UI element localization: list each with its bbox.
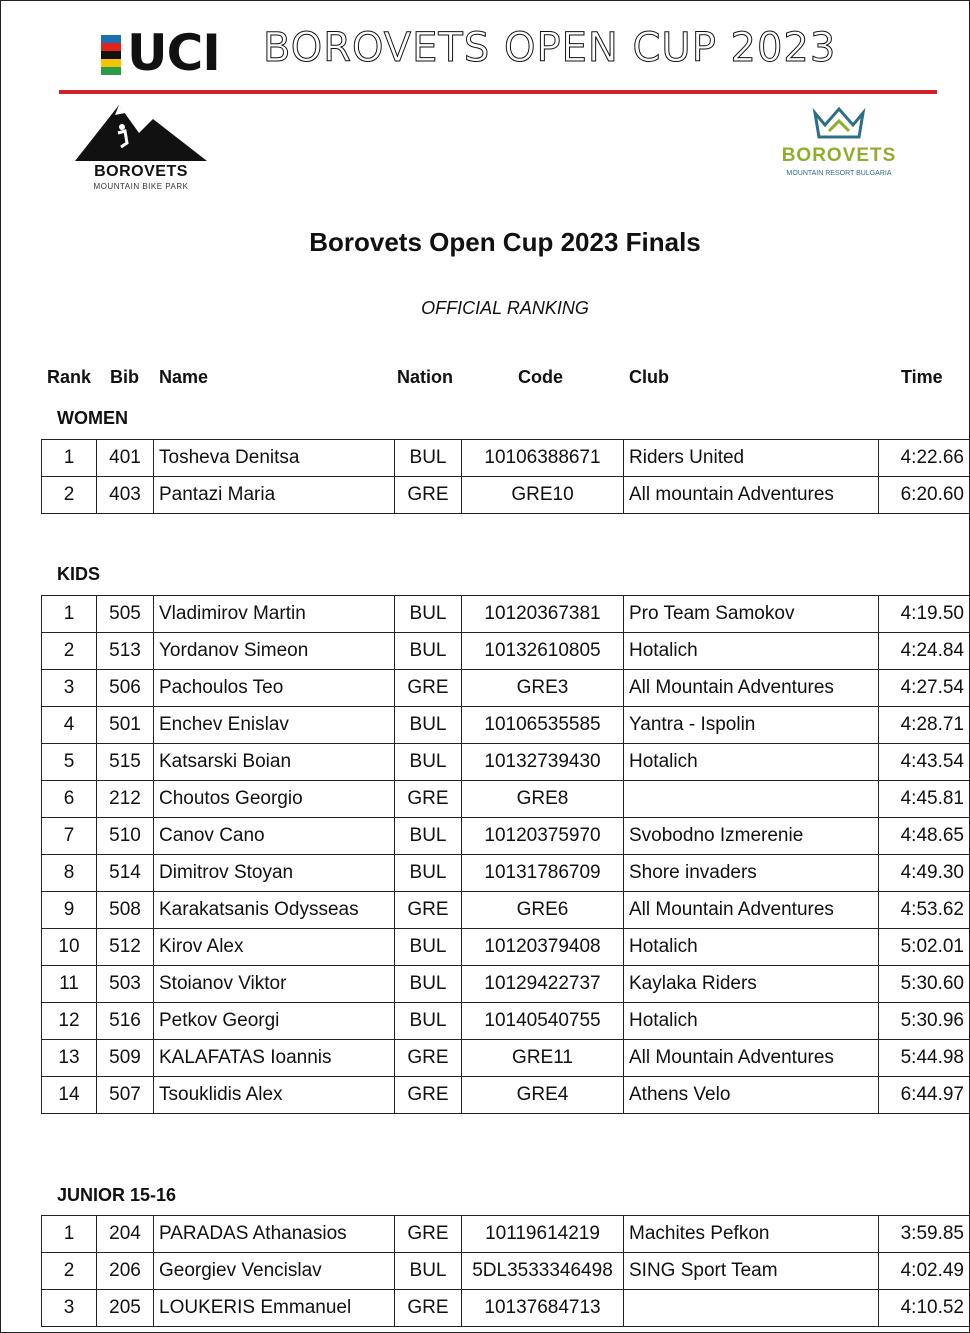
cell-bib: 505 <box>97 596 154 633</box>
cell-rank: 10 <box>42 929 97 966</box>
cell-code: 10106535585 <box>462 707 624 744</box>
cell-name: Choutos Georgio <box>154 781 395 818</box>
cell-bib: 507 <box>97 1077 154 1114</box>
table-row <box>42 670 970 707</box>
cell-code: 10132739430 <box>462 744 624 781</box>
cell-time: 4:48.65 <box>879 818 970 855</box>
page-title: Borovets Open Cup 2023 Finals <box>309 227 701 257</box>
cell-rank: 3 <box>42 670 97 707</box>
cell-nation: GRE <box>395 1290 462 1327</box>
cell-name: Enchev Enislav <box>154 707 395 744</box>
cell-bib: 515 <box>97 744 154 781</box>
results-table <box>41 439 970 514</box>
cell-nation: BUL <box>395 707 462 744</box>
cell-code: 10119614219 <box>462 1216 624 1253</box>
table-row <box>42 1003 970 1040</box>
table-row <box>42 1040 970 1077</box>
cell-nation: GRE <box>395 477 462 514</box>
table-row <box>42 1216 970 1253</box>
cell-time: 4:10.52 <box>879 1290 970 1327</box>
column-header-rank: Rank <box>47 367 92 387</box>
cell-bib: 509 <box>97 1040 154 1077</box>
bike-park-logo <box>75 103 207 195</box>
cell-time: 4:19.50 <box>879 596 970 633</box>
cell-club: Hotalich <box>624 633 879 670</box>
uci-logo <box>101 24 220 82</box>
cell-club: All Mountain Adventures <box>624 1040 879 1077</box>
cell-rank: 7 <box>42 818 97 855</box>
page-subtitle: OFFICIAL RANKING <box>421 298 589 318</box>
cell-nation: GRE <box>395 1077 462 1114</box>
table-row <box>42 966 970 1003</box>
cell-nation: GRE <box>395 892 462 929</box>
cell-name: Katsarski Boian <box>154 744 395 781</box>
cell-code: GRE4 <box>462 1077 624 1114</box>
column-header-nation: Nation <box>397 367 453 387</box>
cell-nation: GRE <box>395 781 462 818</box>
cell-bib: 506 <box>97 670 154 707</box>
column-header-name: Name <box>159 367 209 387</box>
header-divider <box>59 90 937 94</box>
cell-time: 5:30.96 <box>879 1003 970 1040</box>
cell-time: 4:22.66 <box>879 440 970 477</box>
cell-name: Dimitrov Stoyan <box>154 855 395 892</box>
cell-nation: GRE <box>395 670 462 707</box>
cell-time: 4:27.54 <box>879 670 970 707</box>
cell-time: 3:59.85 <box>879 1216 970 1253</box>
mountain-rider-icon <box>75 103 207 163</box>
results-table <box>41 1215 970 1327</box>
cell-club: All mountain Adventures <box>624 477 879 514</box>
cell-club: Kaylaka Riders <box>624 966 879 1003</box>
event-banner: BOROVETS OPEN CUP 2023 <box>263 25 837 71</box>
table-row <box>42 707 970 744</box>
cell-name: Canov Cano <box>154 818 395 855</box>
cell-nation: BUL <box>395 1003 462 1040</box>
table-row <box>42 855 970 892</box>
cell-club: SING Sport Team <box>624 1253 879 1290</box>
uci-rainbow-stripes-icon <box>101 35 121 75</box>
table-row <box>42 892 970 929</box>
cell-club: Hotalich <box>624 929 879 966</box>
resort-logo-name: BOROVETS <box>781 145 897 166</box>
cell-bib: 514 <box>97 855 154 892</box>
cell-nation: BUL <box>395 818 462 855</box>
cell-code: GRE11 <box>462 1040 624 1077</box>
cell-rank: 14 <box>42 1077 97 1114</box>
table-row <box>42 1077 970 1114</box>
cell-club: All Mountain Adventures <box>624 670 879 707</box>
cell-code: 10140540755 <box>462 1003 624 1040</box>
cell-nation: GRE <box>395 1216 462 1253</box>
cell-rank: 1 <box>42 440 97 477</box>
cell-club: Athens Velo <box>624 1077 879 1114</box>
cell-time: 4:02.49 <box>879 1253 970 1290</box>
cell-rank: 1 <box>42 596 97 633</box>
cell-club: Hotalich <box>624 744 879 781</box>
cell-time: 6:20.60 <box>879 477 970 514</box>
cell-code: 10129422737 <box>462 966 624 1003</box>
cell-name: PARADAS Athanasios <box>154 1216 395 1253</box>
cell-nation: GRE <box>395 1040 462 1077</box>
cell-time: 6:44.97 <box>879 1077 970 1114</box>
cell-rank: 11 <box>42 966 97 1003</box>
cell-name: Georgiev Vencislav <box>154 1253 395 1290</box>
table-row <box>42 818 970 855</box>
cell-time: 4:28.71 <box>879 707 970 744</box>
crown-icon <box>757 105 921 145</box>
cell-code: 10131786709 <box>462 855 624 892</box>
cell-nation: BUL <box>395 966 462 1003</box>
cell-bib: 206 <box>97 1253 154 1290</box>
cell-nation: BUL <box>395 440 462 477</box>
section-label: WOMEN <box>57 408 128 428</box>
cell-nation: BUL <box>395 929 462 966</box>
table-row <box>42 929 970 966</box>
cell-rank: 2 <box>42 477 97 514</box>
cell-club: Hotalich <box>624 1003 879 1040</box>
cell-rank: 13 <box>42 1040 97 1077</box>
cell-rank: 9 <box>42 892 97 929</box>
cell-name: Tsouklidis Alex <box>154 1077 395 1114</box>
cell-time: 5:02.01 <box>879 929 970 966</box>
bike-park-logo-subtitle: MOUNTAIN BIKE PARK <box>93 182 189 191</box>
cell-code: GRE10 <box>462 477 624 514</box>
column-header-time: Time <box>901 367 943 387</box>
cell-rank: 5 <box>42 744 97 781</box>
cell-time: 5:44.98 <box>879 1040 970 1077</box>
cell-code: 10106388671 <box>462 440 624 477</box>
section-label: KIDS <box>57 564 101 584</box>
cell-name: KALAFATAS Ioannis <box>154 1040 395 1077</box>
cell-bib: 512 <box>97 929 154 966</box>
document-header <box>1 1 970 201</box>
cell-code: 10137684713 <box>462 1290 624 1327</box>
cell-bib: 516 <box>97 1003 154 1040</box>
cell-name: Pachoulos Teo <box>154 670 395 707</box>
cell-club: Riders United <box>624 440 879 477</box>
cell-club: Svobodno Izmerenie <box>624 818 879 855</box>
table-row <box>42 781 970 818</box>
table-row <box>42 1290 970 1327</box>
column-header-club: Club <box>629 367 669 387</box>
cell-club: Shore invaders <box>624 855 879 892</box>
cell-club: Yantra - Ispolin <box>624 707 879 744</box>
cell-club: All Mountain Adventures <box>624 892 879 929</box>
cell-rank: 1 <box>42 1216 97 1253</box>
cell-name: Karakatsanis Odysseas <box>154 892 395 929</box>
column-header-bib: Bib <box>110 367 139 387</box>
cell-name: LOUKERIS Emmanuel <box>154 1290 395 1327</box>
cell-name: Tosheva Denitsa <box>154 440 395 477</box>
cell-name: Yordanov Simeon <box>154 633 395 670</box>
cell-nation: BUL <box>395 596 462 633</box>
cell-club: Machites Pefkon <box>624 1216 879 1253</box>
table-row <box>42 633 970 670</box>
cell-time: 4:43.54 <box>879 744 970 781</box>
cell-bib: 403 <box>97 477 154 514</box>
cell-code: 5DL3533346498 <box>462 1253 624 1290</box>
cell-time: 4:49.30 <box>879 855 970 892</box>
uci-logo-text: UCI <box>127 24 220 82</box>
cell-code: 10120379408 <box>462 929 624 966</box>
cell-nation: BUL <box>395 744 462 781</box>
bike-park-logo-name: BOROVETS <box>94 163 188 180</box>
cell-time: 5:30.60 <box>879 966 970 1003</box>
cell-rank: 4 <box>42 707 97 744</box>
table-row <box>42 596 970 633</box>
cell-time: 4:24.84 <box>879 633 970 670</box>
cell-name: Kirov Alex <box>154 929 395 966</box>
cell-code: 10120375970 <box>462 818 624 855</box>
cell-rank: 2 <box>42 633 97 670</box>
resort-logo-subtitle: MOUNTAIN RESORT BULGARIA <box>786 170 892 177</box>
results-table <box>41 595 970 1114</box>
table-row <box>42 477 970 514</box>
cell-time: 4:53.62 <box>879 892 970 929</box>
cell-bib: 204 <box>97 1216 154 1253</box>
cell-name: Stoianov Viktor <box>154 966 395 1003</box>
cell-rank: 8 <box>42 855 97 892</box>
cell-bib: 508 <box>97 892 154 929</box>
resort-logo <box>757 105 921 191</box>
cell-rank: 6 <box>42 781 97 818</box>
cell-nation: BUL <box>395 633 462 670</box>
section-label: JUNIOR 15-16 <box>57 1185 177 1205</box>
cell-code: GRE6 <box>462 892 624 929</box>
cell-club <box>624 781 879 818</box>
cell-rank: 3 <box>42 1290 97 1327</box>
cell-time: 4:45.81 <box>879 781 970 818</box>
table-row <box>42 1253 970 1290</box>
cell-bib: 510 <box>97 818 154 855</box>
cell-nation: BUL <box>395 1253 462 1290</box>
cell-code: GRE3 <box>462 670 624 707</box>
cell-rank: 2 <box>42 1253 97 1290</box>
cell-code: 10132610805 <box>462 633 624 670</box>
cell-name: Petkov Georgi <box>154 1003 395 1040</box>
cell-bib: 212 <box>97 781 154 818</box>
cell-nation: BUL <box>395 855 462 892</box>
cell-club: Pro Team Samokov <box>624 596 879 633</box>
cell-rank: 12 <box>42 1003 97 1040</box>
cell-code: 10120367381 <box>462 596 624 633</box>
cell-bib: 513 <box>97 633 154 670</box>
table-row <box>42 744 970 781</box>
cell-bib: 205 <box>97 1290 154 1327</box>
cell-club <box>624 1290 879 1327</box>
cell-name: Pantazi Maria <box>154 477 395 514</box>
cell-code: GRE8 <box>462 781 624 818</box>
cell-bib: 503 <box>97 966 154 1003</box>
column-header-code: Code <box>518 367 563 387</box>
cell-name: Vladimirov Martin <box>154 596 395 633</box>
cell-bib: 501 <box>97 707 154 744</box>
cell-bib: 401 <box>97 440 154 477</box>
table-row <box>42 440 970 477</box>
